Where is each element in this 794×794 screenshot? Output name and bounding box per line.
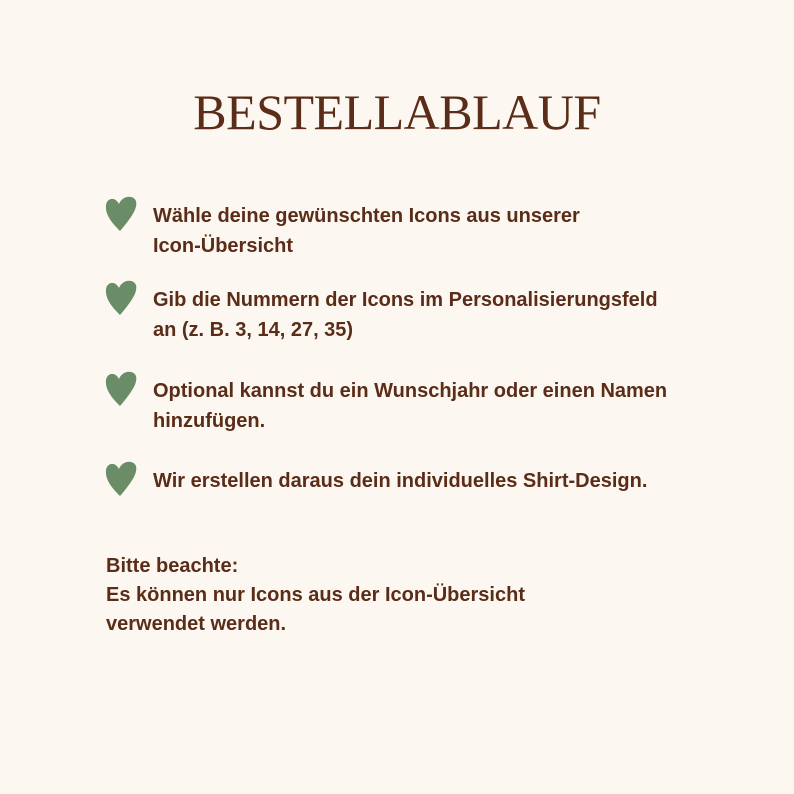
page-title: BESTELLABLAUF — [193, 84, 601, 140]
note-line: Es können nur Icons aus der Icon-Übersicht — [106, 584, 525, 606]
note-line: verwendet werden. — [106, 613, 287, 635]
note-heading: Bitte beachte: — [106, 555, 239, 577]
note-block — [106, 552, 706, 639]
heart-icon — [104, 195, 138, 233]
step-text-line: hinzufügen. — [153, 410, 266, 432]
step-text-line: Icon-Übersicht — [153, 235, 294, 257]
step-text-line: an (z. B. 3, 14, 27, 35) — [153, 319, 354, 341]
step-text-line: Optional kannst du ein Wunschjahr oder einen Namen — [153, 380, 668, 402]
step-text-line: Wir erstellen daraus dein individuelles Shirt-Design. — [153, 470, 648, 492]
step-text-line: Gib die Nummern der Icons im Personalisierungsfeld — [153, 289, 658, 311]
heart-icon — [104, 370, 138, 408]
step-text-line: Wähle deine gewünschten Icons aus unserer — [153, 205, 580, 227]
heart-icon — [104, 460, 138, 498]
heart-icon — [104, 279, 138, 317]
